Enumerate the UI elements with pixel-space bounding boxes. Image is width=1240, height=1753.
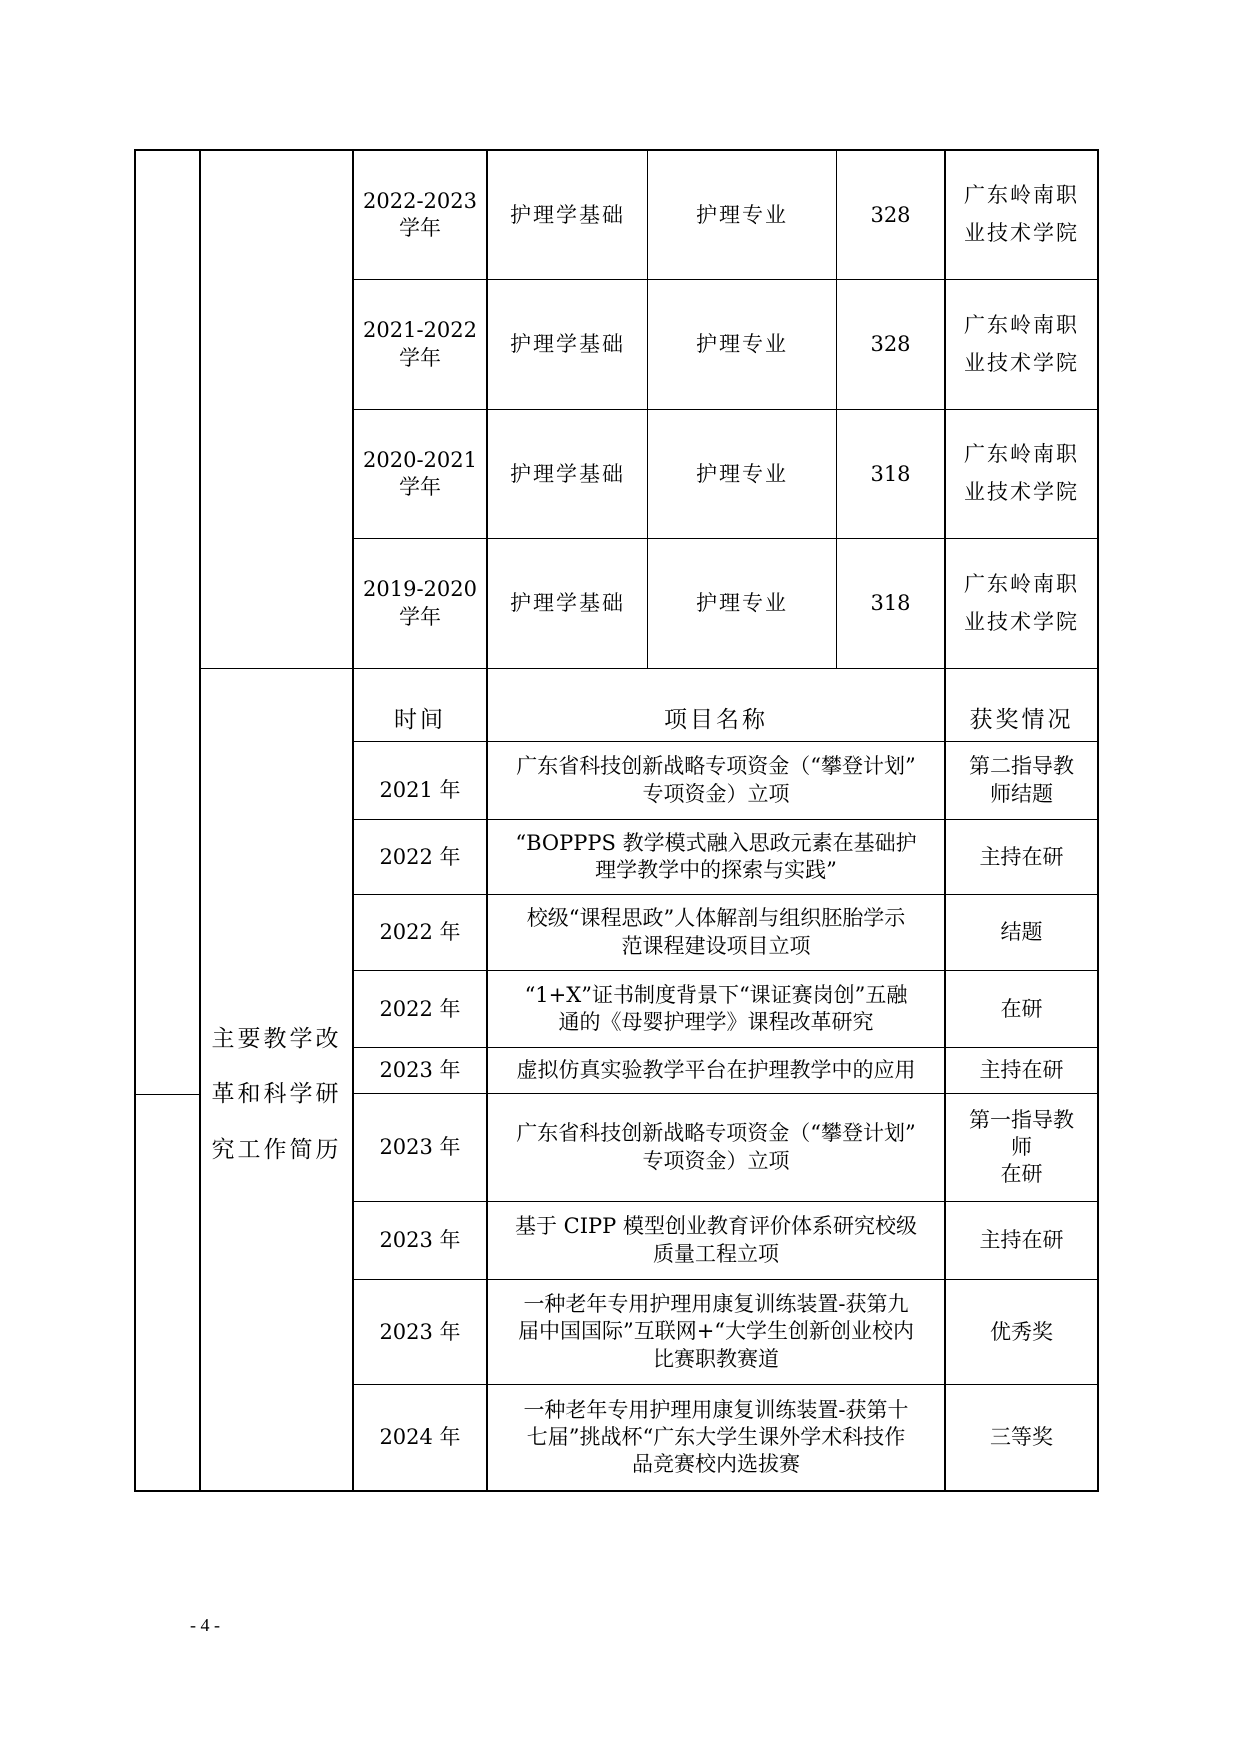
table-bottom-border [134, 1490, 1099, 1492]
project-name: “1+X”证书制度背景下“课证赛岗创”五融 通的《母婴护理学》课程改革研究 [524, 982, 908, 1034]
award-status: 在研 [1000, 996, 1043, 1021]
page-number: - 4 - [190, 1615, 220, 1635]
school-name: 广东岭南职 业技术学院 [964, 312, 1079, 375]
column-divider-1 [199, 149, 201, 1492]
left-cell-divider [134, 1094, 200, 1095]
academic-year: 2021-2022 学年 [363, 318, 477, 370]
award-status: 第二指导教 师结题 [969, 754, 1074, 806]
award-status: 三等奖 [990, 1425, 1053, 1450]
academic-year: 2020-2021 学年 [363, 447, 477, 499]
research-time: 2022 年 [379, 920, 461, 945]
research-time: 2022 年 [379, 996, 461, 1021]
major-name: 护理专业 [696, 202, 788, 227]
teaching-hours: 318 [870, 461, 911, 486]
header-award: 获奖情况 [969, 706, 1074, 733]
header-time: 时间 [394, 706, 446, 733]
teaching-hours: 328 [870, 202, 911, 227]
research-time: 2023 年 [379, 1135, 461, 1160]
project-name: 校级“课程思政”人体解剖与组织胚胎学示 范课程建设项目立项 [526, 906, 906, 958]
project-name: 一种老年专用护理用康复训练装置-获第十 七届”挑战杯“广东大学生课外学术科技作 品竞赛校内选拔赛 [523, 1397, 909, 1477]
project-name: 一种老年专用护理用康复训练装置-获第九 届中国国际”互联网+“大学生创新创业校内 比赛职教赛道 [517, 1292, 915, 1371]
award-status: 第一指导教 师 在研 [969, 1107, 1074, 1187]
major-name: 护理专业 [696, 591, 788, 616]
project-name: 广东省科技创新战略专项资金（“攀登计划” 专项资金）立项 [516, 754, 916, 806]
school-name: 广东岭南职 业技术学院 [964, 442, 1079, 504]
project-name: 虚拟仿真实验教学平台在护理教学中的应用 [516, 1057, 916, 1082]
research-time: 2023 年 [379, 1319, 461, 1344]
teaching-hours: 328 [870, 332, 911, 357]
award-status: 主持在研 [979, 1058, 1064, 1083]
research-time: 2021 年 [379, 778, 461, 803]
course-name: 护理学基础 [510, 461, 625, 486]
table-right-border [1097, 149, 1099, 1492]
teaching-hours: 318 [870, 591, 911, 616]
major-name: 护理专业 [696, 461, 788, 486]
header-project: 项目名称 [664, 706, 768, 733]
course-name: 护理学基础 [510, 591, 625, 616]
project-name: 基于 CIPP 模型创业教育评价体系研究校级 质量工程立项 [515, 1214, 917, 1266]
project-name: “BOPPPS 教学模式融入思政元素在基础护 理学教学中的探索与实践” [515, 830, 917, 882]
course-name: 护理学基础 [510, 332, 625, 357]
major-name: 护理专业 [696, 332, 788, 357]
table-left-border [134, 149, 136, 1492]
award-status: 主持在研 [979, 844, 1064, 869]
award-status: 主持在研 [979, 1228, 1064, 1253]
school-name: 广东岭南职 业技术学院 [964, 571, 1079, 634]
project-name: 广东省科技创新战略专项资金（“攀登计划” 专项资金）立项 [516, 1121, 916, 1173]
research-time: 2022 年 [379, 844, 461, 869]
award-status: 结题 [1000, 920, 1043, 945]
research-time: 2023 年 [379, 1058, 461, 1083]
academic-year: 2019-2020 学年 [363, 577, 477, 629]
research-time: 2024 年 [379, 1425, 461, 1450]
course-name: 护理学基础 [510, 202, 625, 227]
award-status: 优秀奖 [990, 1319, 1053, 1344]
section-label: 主要教学改 革和科学研 究工作简历 [211, 1026, 342, 1163]
research-time: 2023 年 [379, 1228, 461, 1253]
academic-year: 2022-2023 学年 [363, 188, 477, 240]
school-name: 广东岭南职 业技术学院 [964, 183, 1079, 245]
